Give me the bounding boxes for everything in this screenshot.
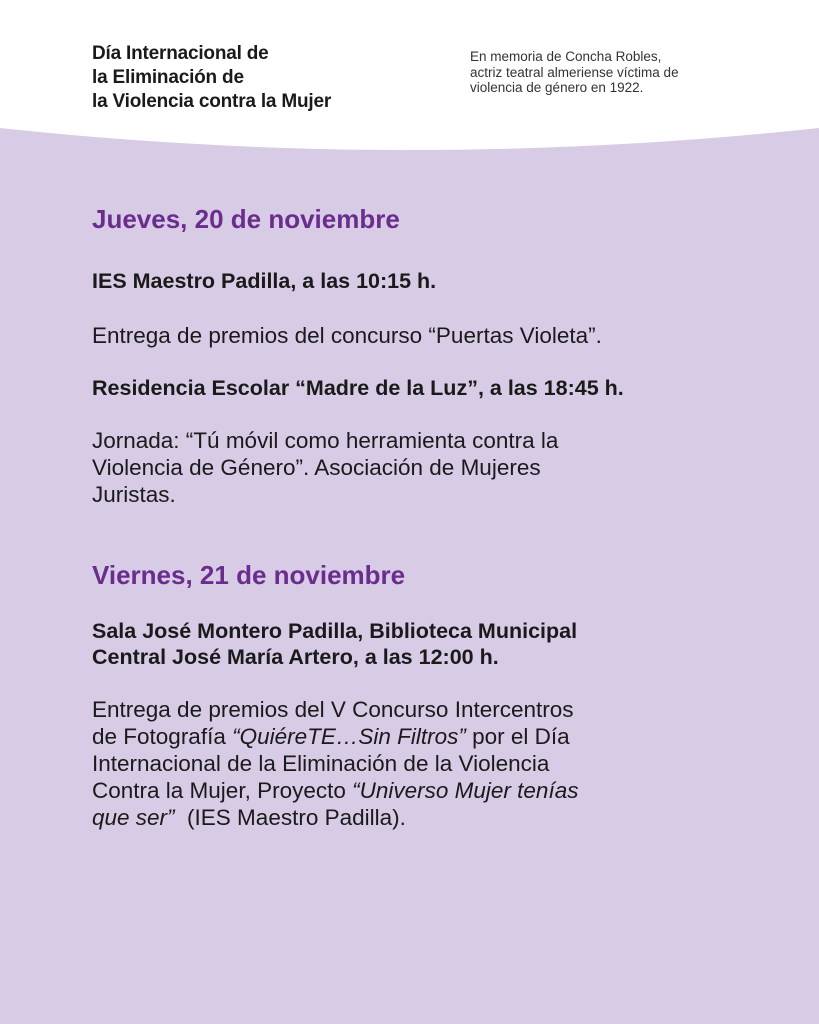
event-description: Jornada: “Tú móvil como herramienta contra la Violencia de Género”. Asociación de Mujeres Juristas. [92, 428, 559, 507]
contest-name: “QuiéreTE…Sin Filtros” [232, 724, 466, 749]
memorial-note-line: actriz teatral almeriense víctima de [470, 64, 679, 80]
schedule [92, 202, 792, 831]
memorial-note-line: En memoria de Concha Robles, [470, 49, 662, 64]
event-title-line: la Violencia contra la Mujer [92, 91, 332, 112]
event-place: IES Maestro Padilla, a las 10:15 h. [92, 269, 437, 293]
day-heading-friday: Viernes, 21 de noviembre [92, 560, 406, 590]
event-place: Residencia Escolar “Madre de la Luz”, a las 18:45 h. [92, 376, 624, 400]
day-heading-thursday: Jueves, 20 de noviembre [92, 204, 400, 234]
project-name: que ser” [92, 805, 175, 830]
event-title [92, 42, 432, 114]
memorial-note [470, 49, 770, 96]
event-description: Entrega de premios del concurso “Puertas Violeta”. [92, 323, 602, 348]
event-description: Entrega de premios del V Concurso Intercentros de Fotografía “QuiéreTE…Sin Filtros” por el Día Internacional de la Eliminación de la Violencia Contra la Mujer, Proyecto “Universo Mujer tenías que ser” (IES Maestro Padilla). [92, 697, 579, 830]
event-title-line: Día Internacional de [92, 43, 269, 64]
event-place: Sala José Montero Padilla, Biblioteca Municipal Central José María Artero, a las 12:00 h. [92, 619, 578, 669]
memorial-note-line: violencia de género en 1922. [470, 80, 644, 95]
event-title-line: la Eliminación de [92, 67, 244, 88]
project-name: “Universo Mujer tenías [352, 778, 579, 803]
